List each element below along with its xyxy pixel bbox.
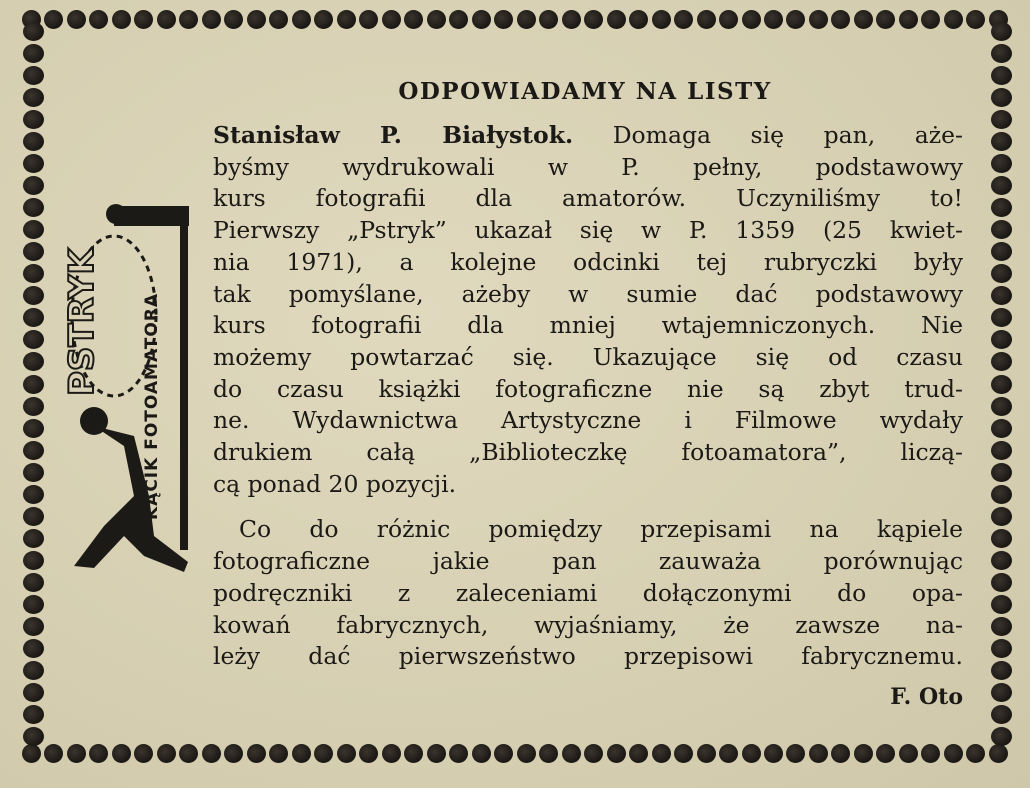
bead-ornament — [991, 44, 1012, 63]
bead-ornament — [944, 10, 963, 29]
bead-ornament — [269, 10, 288, 29]
bead-ornament — [991, 110, 1012, 129]
bead-ornament — [472, 10, 491, 29]
paragraph-2-line: podręczniki z zaleceniami dołączonymi do opa- — [213, 578, 963, 607]
bead-ornament — [652, 744, 671, 763]
bead-ornament — [764, 10, 783, 29]
bead-ornament — [23, 727, 44, 746]
bead-ornament — [991, 154, 1012, 173]
bead-ornament — [202, 744, 221, 763]
bead-ornament — [23, 419, 44, 438]
article-body — [213, 120, 963, 673]
bead-ornament — [539, 10, 558, 29]
bead-ornament — [966, 744, 985, 763]
bead-ornament — [179, 744, 198, 763]
bead-ornament — [23, 485, 44, 504]
bead-border-top — [22, 8, 1008, 30]
bead-ornament — [23, 22, 44, 41]
bead-ornament — [337, 10, 356, 29]
bead-ornament — [23, 330, 44, 349]
paragraph-1-line: nia 1971), a kolejne odcinki tej rubryczki były — [213, 247, 963, 276]
bead-ornament — [991, 485, 1012, 504]
bead-ornament — [44, 10, 63, 29]
bead-ornament — [991, 617, 1012, 636]
bead-ornament — [44, 744, 63, 763]
bead-ornament — [584, 744, 603, 763]
bead-ornament — [517, 10, 536, 29]
bead-ornament — [404, 744, 423, 763]
bead-ornament — [23, 198, 44, 217]
bead-ornament — [991, 397, 1012, 416]
bead-ornament — [382, 744, 401, 763]
bead-ornament — [584, 10, 603, 29]
bead-ornament — [112, 10, 131, 29]
bead-ornament — [224, 744, 243, 763]
paragraph-1-line: tak pomyślane, ażeby w sumie dać podstawowy — [213, 279, 963, 308]
bead-ornament — [23, 264, 44, 283]
bead-ornament — [991, 639, 1012, 658]
bead-ornament — [157, 10, 176, 29]
bead-ornament — [472, 744, 491, 763]
paragraph-1-line: Pierwszy „Pstryk” ukazał się w P. 1359 (25 kwiet- — [213, 216, 963, 245]
bead-ornament — [23, 661, 44, 680]
bead-ornament — [202, 10, 221, 29]
bead-ornament — [314, 10, 333, 29]
bead-ornament — [991, 176, 1012, 195]
bead-ornament — [991, 352, 1012, 371]
bead-ornament — [23, 595, 44, 614]
bead-ornament — [991, 661, 1012, 680]
bead-ornament — [23, 132, 44, 151]
bead-ornament — [23, 154, 44, 173]
bead-ornament — [742, 10, 761, 29]
bead-ornament — [23, 242, 44, 261]
signature: F. Oto — [890, 684, 963, 710]
bead-ornament — [899, 10, 918, 29]
paragraph-1-line: byśmy wydrukowali w P. pełny, podstawowy — [213, 152, 963, 181]
bead-ornament — [991, 441, 1012, 460]
bead-ornament — [719, 10, 738, 29]
bead-ornament — [831, 744, 850, 763]
bead-ornament — [494, 744, 513, 763]
bead-ornament — [562, 744, 581, 763]
bead-ornament — [991, 198, 1012, 217]
bead-ornament — [991, 308, 1012, 327]
bead-ornament — [23, 88, 44, 107]
bead-ornament — [991, 242, 1012, 261]
bead-ornament — [652, 10, 671, 29]
bead-ornament — [269, 744, 288, 763]
bead-border-right — [990, 22, 1012, 746]
bead-ornament — [427, 10, 446, 29]
bead-ornament — [921, 744, 940, 763]
bead-ornament — [876, 10, 895, 29]
bead-ornament — [359, 744, 378, 763]
bead-ornament — [89, 10, 108, 29]
paragraph-1-line: Stanisław P. Białystok. Domaga się pan, aże- — [213, 121, 963, 149]
logo-subtitle: KĄCIK FOTOAMATORA — [142, 292, 162, 520]
bead-ornament — [23, 308, 44, 327]
paragraph-2-line: fotograficzne jakie pan zauważa porównując — [213, 547, 963, 576]
bead-ornament — [23, 639, 44, 658]
paragraph-1-line: drukiem całą „Biblioteczkę fotoamatora”, liczą- — [213, 438, 963, 467]
bead-ornament — [23, 617, 44, 636]
bead-ornament — [23, 375, 44, 394]
bead-ornament — [562, 10, 581, 29]
bead-ornament — [899, 744, 918, 763]
bead-ornament — [991, 264, 1012, 283]
bead-ornament — [809, 10, 828, 29]
bead-ornament — [23, 683, 44, 702]
paragraph-1-line: cą ponad 20 pozycji. — [213, 469, 457, 498]
bead-ornament — [991, 683, 1012, 702]
bead-ornament — [991, 88, 1012, 107]
bead-ornament — [629, 10, 648, 29]
bead-ornament — [991, 132, 1012, 151]
bead-ornament — [134, 10, 153, 29]
bead-ornament — [921, 10, 940, 29]
bead-ornament — [247, 744, 266, 763]
paragraph-1-line: ne. Wydawnictwa Artystyczne i Filmowe wydały — [213, 406, 963, 435]
bead-ornament — [494, 10, 513, 29]
bead-ornament — [991, 573, 1012, 592]
bead-ornament — [719, 744, 738, 763]
bead-ornament — [23, 507, 44, 526]
bead-ornament — [134, 744, 153, 763]
bead-ornament — [67, 744, 86, 763]
bead-ornament — [23, 463, 44, 482]
bead-ornament — [854, 744, 873, 763]
bead-ornament — [23, 529, 44, 548]
bead-ornament — [179, 10, 198, 29]
bead-ornament — [742, 744, 761, 763]
bead-ornament — [944, 744, 963, 763]
bead-ornament — [764, 744, 783, 763]
bead-ornament — [607, 10, 626, 29]
pstryk-logo-icon — [64, 196, 204, 580]
bead-ornament — [991, 66, 1012, 85]
bead-ornament — [23, 286, 44, 305]
bead-ornament — [449, 10, 468, 29]
bead-ornament — [697, 10, 716, 29]
bead-ornament — [23, 705, 44, 724]
bead-ornament — [23, 397, 44, 416]
bead-ornament — [67, 10, 86, 29]
bead-ornament — [991, 22, 1012, 41]
bead-ornament — [539, 744, 558, 763]
bead-ornament — [629, 744, 648, 763]
bead-ornament — [23, 352, 44, 371]
bead-ornament — [23, 220, 44, 239]
bead-ornament — [292, 10, 311, 29]
bead-ornament — [427, 744, 446, 763]
bead-ornament — [359, 10, 378, 29]
bead-ornament — [314, 744, 333, 763]
bead-border-left — [22, 22, 44, 746]
bead-ornament — [23, 551, 44, 570]
bead-ornament — [809, 744, 828, 763]
bead-ornament — [991, 727, 1012, 746]
bead-ornament — [382, 10, 401, 29]
bead-ornament — [404, 10, 423, 29]
bead-ornament — [989, 744, 1008, 763]
bead-ornament — [23, 573, 44, 592]
paragraph-1-line: kurs fotografii dla amatorów. Uczyniliśmy to! — [213, 184, 963, 213]
bead-ornament — [247, 10, 266, 29]
bead-ornament — [966, 10, 985, 29]
bead-ornament — [449, 744, 468, 763]
bead-ornament — [991, 463, 1012, 482]
bead-ornament — [786, 10, 805, 29]
bead-ornament — [22, 744, 41, 763]
bead-ornament — [157, 744, 176, 763]
paragraph-1-line: kurs fotografii dla mniej wtajemniczonych. Nie — [213, 311, 963, 340]
paragraph-2-line: Co do różnic pomiędzy przepisami na kąpiele — [239, 515, 963, 544]
bead-ornament — [23, 44, 44, 63]
bead-ornament — [23, 110, 44, 129]
bead-ornament — [112, 744, 131, 763]
bead-ornament — [876, 744, 895, 763]
bead-ornament — [697, 744, 716, 763]
bead-ornament — [337, 744, 356, 763]
bead-ornament — [991, 286, 1012, 305]
bead-ornament — [991, 330, 1012, 349]
bead-ornament — [23, 66, 44, 85]
bead-ornament — [991, 551, 1012, 570]
bead-ornament — [23, 176, 44, 195]
bead-ornament — [991, 375, 1012, 394]
letter-author: Stanisław P. Białystok. — [213, 121, 574, 149]
bead-ornament — [89, 744, 108, 763]
bead-ornament — [831, 10, 850, 29]
paragraph-1-line: możemy powtarzać się. Ukazujące się od czasu — [213, 342, 963, 371]
bead-ornament — [786, 744, 805, 763]
bead-ornament — [607, 744, 626, 763]
bead-ornament — [674, 10, 693, 29]
bead-ornament — [23, 441, 44, 460]
bead-ornament — [991, 507, 1012, 526]
paragraph-2-line: leży dać pierwszeństwo przepisowi fabrycznemu. — [213, 642, 963, 671]
bead-ornament — [991, 595, 1012, 614]
page-title: ODPOWIADAMY NA LISTY — [398, 78, 772, 105]
bead-ornament — [854, 10, 873, 29]
bead-border-bottom — [22, 742, 1008, 764]
bead-ornament — [991, 705, 1012, 724]
bead-ornament — [991, 529, 1012, 548]
paragraph-2-line: kowań fabrycznych, wyjaśniamy, że zawsze na- — [213, 610, 963, 639]
paragraph-1-line: do czasu książki fotograficzne nie są zbyt trud- — [213, 374, 963, 403]
bead-ornament — [517, 744, 536, 763]
logo-word: PSTRYK — [62, 248, 102, 396]
bead-ornament — [991, 419, 1012, 438]
bead-ornament — [991, 220, 1012, 239]
bead-ornament — [292, 744, 311, 763]
bead-ornament — [224, 10, 243, 29]
bead-ornament — [674, 744, 693, 763]
